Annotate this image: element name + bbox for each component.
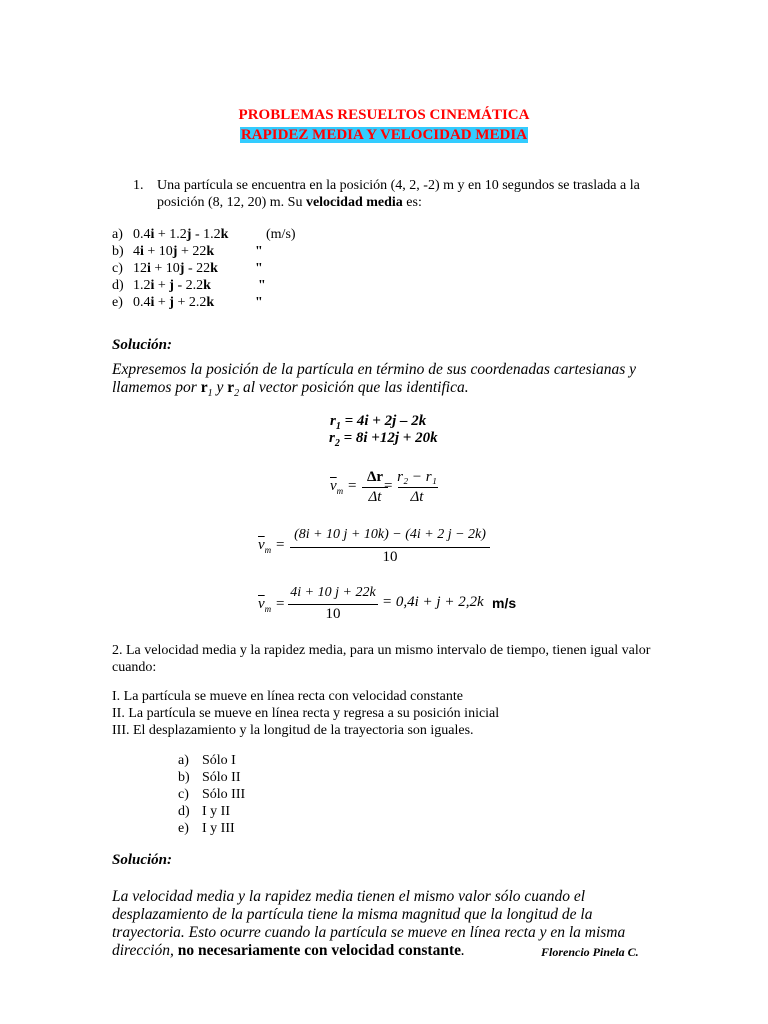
problem1-option-letter: b) [112, 244, 124, 259]
r1-eq-sub: 1 [335, 421, 341, 432]
eq1-den2: Δt [410, 489, 424, 505]
solution2-line3: trayectoria. Esto ocurre cuando la partícula se mueve en línea recta y en la misma [112, 924, 626, 941]
solution2-line4-a: dirección, [112, 942, 178, 959]
eq1-vm-sub: m [336, 486, 344, 496]
eq3-result: = 0,4i + j + 2,2k [382, 594, 484, 610]
problem1-option-c3: - 22 [184, 261, 211, 276]
r2-subscript: 2 [234, 388, 240, 400]
eq3-numerator: 4i + 10 j + 22k [290, 585, 376, 600]
problem1-option-u2: j [169, 278, 174, 293]
solution1-line2-y: y [212, 379, 228, 396]
problem1-option-letter: a) [112, 227, 123, 242]
eq2-denominator: 10 [382, 549, 398, 565]
eq2-vm-sub: m [264, 545, 272, 555]
footer-author: Florencio Pinela C. [541, 945, 639, 959]
r1-subscript: 1 [207, 388, 213, 400]
problem1-option-u2: j [172, 244, 178, 259]
eq3-vm [258, 596, 271, 614]
problem1-option-c1: 4 [133, 244, 140, 259]
eq3-bar [288, 604, 378, 605]
r2-eq-rhs: = 8i +12j + 20k [339, 430, 438, 446]
problem2-line2: cuando: [112, 660, 157, 675]
problem1-option-u2: j [169, 295, 174, 310]
problem1-option-c1: 1.2 [133, 278, 151, 293]
solution2-line2: desplazamiento de la partícula tiene la misma magnitud que la longitud de la [112, 906, 593, 923]
problem1-option-u1: i [150, 278, 155, 293]
problem1-option-u1: i [150, 227, 155, 242]
eq2-vm [258, 537, 271, 555]
eq3-denominator: 10 [325, 606, 341, 622]
eq3-vm-sub: m [264, 604, 272, 614]
solution1-line2 [112, 379, 469, 403]
solution2-line4-b: . [461, 942, 465, 959]
problem1-option-expression [133, 294, 214, 311]
eq1-equals1: = [348, 478, 357, 494]
problem2-option-letter: a) [178, 753, 189, 768]
problem1-option-u3: k [203, 278, 211, 293]
document-title: PROBLEMAS RESUELTOS CINEMÁTICA [238, 107, 530, 123]
problem1-option-u3: k [210, 261, 218, 276]
problem1-text-line2-pre: posición (8, 12, 20) m. Su [157, 195, 306, 210]
eq2-bar [290, 547, 490, 548]
document-subtitle: RAPIDEZ MEDIA Y VELOCIDAD MEDIA [240, 127, 528, 143]
r1-eq-rhs: = 4i + 2j – 2k [340, 413, 427, 429]
problem1-option-c2: + [154, 295, 170, 310]
solution1-line1: Expresemos la posición de la partícula en término de sus coordenadas cartesianas y [112, 361, 637, 378]
problem2-option-text: I y III [202, 821, 235, 836]
problem1-option-c1: 0.4 [133, 295, 151, 310]
problem2-option-text: Sólo III [202, 787, 246, 802]
eq1-den1: Δt [368, 489, 382, 505]
problem2-option-letter: e) [178, 821, 189, 836]
eq1-vm-symbol: $\overline{v}$ [330, 478, 337, 494]
problem1-option-expression [133, 260, 218, 277]
problem1-number: 1. [133, 178, 144, 193]
problem1-option-c2: + [154, 278, 170, 293]
problem2-option-text: Sólo II [202, 770, 241, 785]
problem1-option-unit: " [255, 261, 263, 276]
problem1-option-c3: - 2.2 [173, 278, 204, 293]
problem2-option-text: I y II [202, 804, 230, 819]
eq1-vm [330, 478, 343, 496]
solution1-line2-b: al vector posición que las identifica. [239, 379, 469, 396]
problem1-option-letter: c) [112, 261, 123, 276]
problem1-text-line1: Una partícula se encuentra en la posición (4, 2, -2) m y en 10 segundos se traslada a la [157, 178, 640, 193]
problem1-option-u2: j [186, 227, 192, 242]
problem1-option-u1: i [147, 261, 151, 276]
eq3-equals: = [276, 596, 285, 612]
problem2-statement: II. La partícula se mueve en línea recta y regresa a su posición inicial [112, 706, 500, 721]
r2-eq-sub: 2 [334, 438, 340, 449]
r2-equation [329, 430, 438, 449]
document-subtitle-wrap [0, 126, 768, 144]
eq2-vm-symbol: $\overline{v}$ [258, 537, 265, 553]
problem1-option-u1: i [140, 244, 144, 259]
problem2-option-letter: c) [178, 787, 189, 802]
eq1-equals2: = [384, 478, 393, 494]
problem1-option-unit: " [258, 278, 266, 293]
problem1-text-line2 [157, 194, 422, 211]
problem1-option-c2: + 10 [143, 244, 173, 259]
eq1-num1: Δr [366, 469, 384, 485]
problem1-option-unit: " [255, 244, 263, 259]
problem1-option-u3: k [206, 244, 215, 259]
problem1-option-unit: (m/s) [266, 227, 296, 242]
problem1-option-expression [133, 243, 214, 260]
r1-eq-lhs: r [330, 413, 336, 429]
solution2-line1: La velocidad media y la rapidez media tienen el mismo valor sólo cuando el [112, 888, 586, 905]
problem1-option-c1: 0.4 [133, 227, 151, 242]
eq1-bar2 [398, 487, 438, 488]
problem1-option-c3: - 1.2 [191, 227, 221, 242]
problem1-option-u1: i [150, 295, 155, 310]
problem1-option-letter: d) [112, 278, 124, 293]
solution1-heading: Solución: [112, 337, 173, 353]
r1-symbol: r [200, 379, 208, 396]
problem2-option-letter: d) [178, 804, 190, 819]
problem1-option-expression [133, 277, 211, 294]
eq3-vm-symbol: $\overline{v}$ [258, 596, 265, 612]
solution2-heading: Solución: [112, 852, 173, 868]
problem1-text-line2-post: es: [402, 195, 422, 210]
eq2-equals: = [276, 537, 285, 553]
problem1-option-c2: + 1.2 [154, 227, 187, 242]
problem1-option-expression [133, 226, 228, 243]
problem1-option-letter: e) [112, 295, 123, 310]
problem1-option-c2: + 10 [150, 261, 180, 276]
solution2-line4-bold: no necesariamente con velocidad constante [177, 942, 461, 959]
problem1-option-c3: + 2.2 [173, 295, 207, 310]
problem1-option-unit: " [255, 295, 263, 310]
problem2-line1: 2. La velocidad media y la rapidez media, para un mismo intervalo de tiempo, tienen igual valor [112, 643, 651, 658]
problem2-option-text: Sólo I [202, 753, 236, 768]
solution2-line4 [112, 942, 465, 960]
problem1-text-line2-bold: velocidad media [305, 195, 403, 210]
r2-eq-lhs: r [329, 430, 335, 446]
problem1-option-u3: k [220, 227, 229, 242]
problem2-statement: III. El desplazamiento y la longitud de la trayectoria son iguales. [112, 723, 474, 738]
problem2-option-letter: b) [178, 770, 190, 785]
problem1-option-c3: + 22 [177, 244, 207, 259]
eq3-unit: m/s [492, 595, 517, 611]
problem2-statement: I. La partícula se mueve en línea recta con velocidad constante [112, 689, 463, 704]
problem1-option-u2: j [179, 261, 185, 276]
eq2-numerator: (8i + 10 j + 10k) − (4i + 2 j − 2k) [294, 527, 486, 542]
solution1-line2-a: llamemos por [112, 379, 201, 396]
problem1-option-c1: 12 [133, 261, 147, 276]
eq1-num2: r₂ − r₁ [397, 469, 437, 485]
r2-symbol: r [227, 379, 235, 396]
problem1-option-u3: k [206, 295, 215, 310]
